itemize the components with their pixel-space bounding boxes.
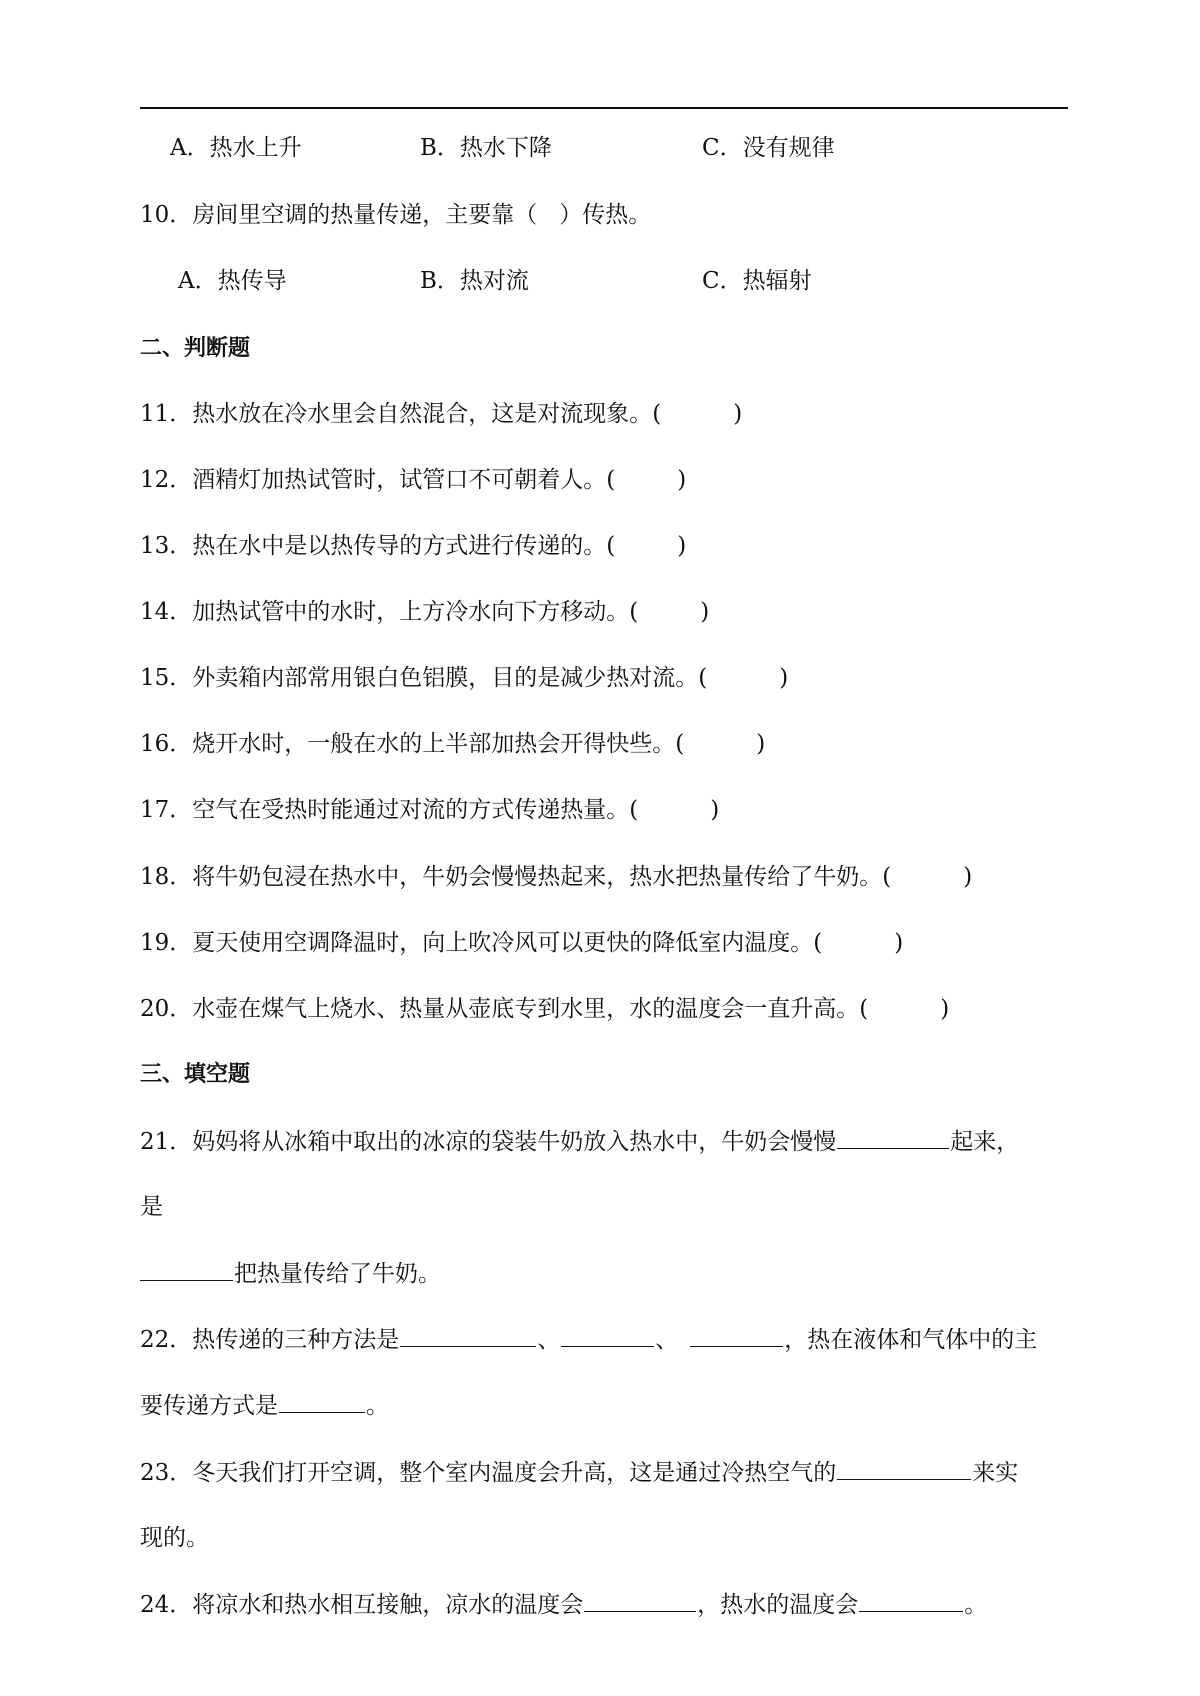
option-a: A．热水上升 xyxy=(170,135,302,161)
question-text: 22．热传递的三种方法是 xyxy=(140,1327,400,1353)
question-text: 起来， xyxy=(950,1129,1020,1155)
question-text: 13．热在水中是以热传导的方式进行传递的。( xyxy=(140,533,616,559)
question-text: 是 xyxy=(140,1194,163,1220)
option-b: B．热对流 xyxy=(420,268,529,294)
question-text: 12．酒精灯加热试管时，试管口不可朝着人。( xyxy=(140,467,616,493)
question-text: 现的。 xyxy=(140,1525,209,1551)
question-21 xyxy=(140,1126,1019,1157)
question-14 xyxy=(140,597,709,627)
question-text: 。 xyxy=(366,1393,389,1419)
close-paren: ) xyxy=(733,401,743,427)
question-text: 16．烧开水时，一般在水的上半部加热会开得快些。( xyxy=(140,731,685,757)
question-16 xyxy=(140,729,765,759)
section-heading-fill-blank: 三、填空题 xyxy=(140,1061,251,1087)
section-heading-judgment: 二、判断题 xyxy=(140,335,251,361)
question-text: ，热在液体和气体中的主 xyxy=(784,1327,1038,1353)
close-paren: ) xyxy=(963,864,973,890)
question-text: 来实 xyxy=(972,1460,1019,1486)
question-12 xyxy=(140,465,686,495)
question-text: 15．外卖箱内部常用银白色铝膜，目的是减少热对流。( xyxy=(140,665,708,691)
close-paren: ) xyxy=(700,599,710,625)
question-text: 要传递方式是 xyxy=(140,1393,278,1419)
question-text: 19．夏天使用空调降温时，向上吹冷风可以更快的降低室内温度。( xyxy=(140,930,823,956)
close-paren: ) xyxy=(677,533,687,559)
option-b: B．热水下降 xyxy=(420,135,552,161)
question-17 xyxy=(140,795,719,825)
close-paren: ) xyxy=(710,797,720,823)
separator: 、 xyxy=(537,1327,561,1353)
question-text: 23．冬天我们打开空调，整个室内温度会升高，这是通过冷热空气的 xyxy=(140,1460,837,1486)
question-20 xyxy=(140,994,949,1024)
question-text: ，热水的温度会 xyxy=(697,1592,859,1618)
question-18 xyxy=(140,862,972,892)
close-paren: ) xyxy=(779,665,789,691)
answer-blank[interactable] xyxy=(279,1390,365,1413)
answer-blank[interactable] xyxy=(690,1324,783,1347)
question-11 xyxy=(140,399,742,429)
answer-blank[interactable] xyxy=(837,1457,971,1480)
top-rule xyxy=(140,107,1068,109)
answer-blank[interactable] xyxy=(400,1324,536,1347)
question-21-cont2 xyxy=(140,1258,441,1289)
question-text: 。 xyxy=(964,1592,988,1618)
close-paren: ) xyxy=(677,467,687,493)
close-paren: ) xyxy=(894,930,904,956)
question-text: 11．热水放在冷水里会自然混合，这是对流现象。( xyxy=(140,401,662,427)
question-text: 20．水壶在煤气上烧水、热量从壶底专到水里，水的温度会一直升高。( xyxy=(140,996,869,1022)
question-15 xyxy=(140,663,788,693)
question-19 xyxy=(140,928,903,958)
separator: 、 xyxy=(655,1327,679,1353)
close-paren: ) xyxy=(940,996,950,1022)
question-text: 21．妈妈将从冰箱中取出的冰凉的袋装牛奶放入热水中，牛奶会慢慢 xyxy=(140,1129,837,1155)
question-21-cont xyxy=(140,1192,163,1222)
answer-blank[interactable] xyxy=(584,1589,696,1612)
option-c: C．热辐射 xyxy=(702,268,812,294)
answer-blank[interactable] xyxy=(859,1589,963,1612)
close-paren: ) xyxy=(756,731,766,757)
question-text: 10．房间里空调的热量传递，主要靠（ xyxy=(140,202,538,228)
question-text-end: ）传热。 xyxy=(559,202,652,228)
question-13 xyxy=(140,531,686,561)
question-text: 24．将凉水和热水相互接触，凉水的温度会 xyxy=(140,1592,584,1618)
question-text: 17．空气在受热时能通过对流的方式传递热量。( xyxy=(140,797,639,823)
answer-blank[interactable] xyxy=(140,1258,233,1281)
question-22-cont xyxy=(140,1390,389,1421)
question-23-cont xyxy=(140,1523,209,1553)
question-22 xyxy=(140,1324,1037,1355)
answer-blank[interactable] xyxy=(837,1126,949,1149)
question-text: 把热量传给了牛奶。 xyxy=(234,1261,441,1287)
answer-blank[interactable] xyxy=(561,1324,654,1347)
question-10 xyxy=(140,200,651,230)
option-c: C．没有规律 xyxy=(702,135,835,161)
question-text: 18．将牛奶包浸在热水中，牛奶会慢慢热起来，热水把热量传给了牛奶。( xyxy=(140,864,892,890)
question-24 xyxy=(140,1589,987,1620)
question-text: 14．加热试管中的水时，上方冷水向下方移动。( xyxy=(140,599,639,625)
question-23 xyxy=(140,1457,1018,1488)
option-a: A．热传导 xyxy=(178,268,287,294)
